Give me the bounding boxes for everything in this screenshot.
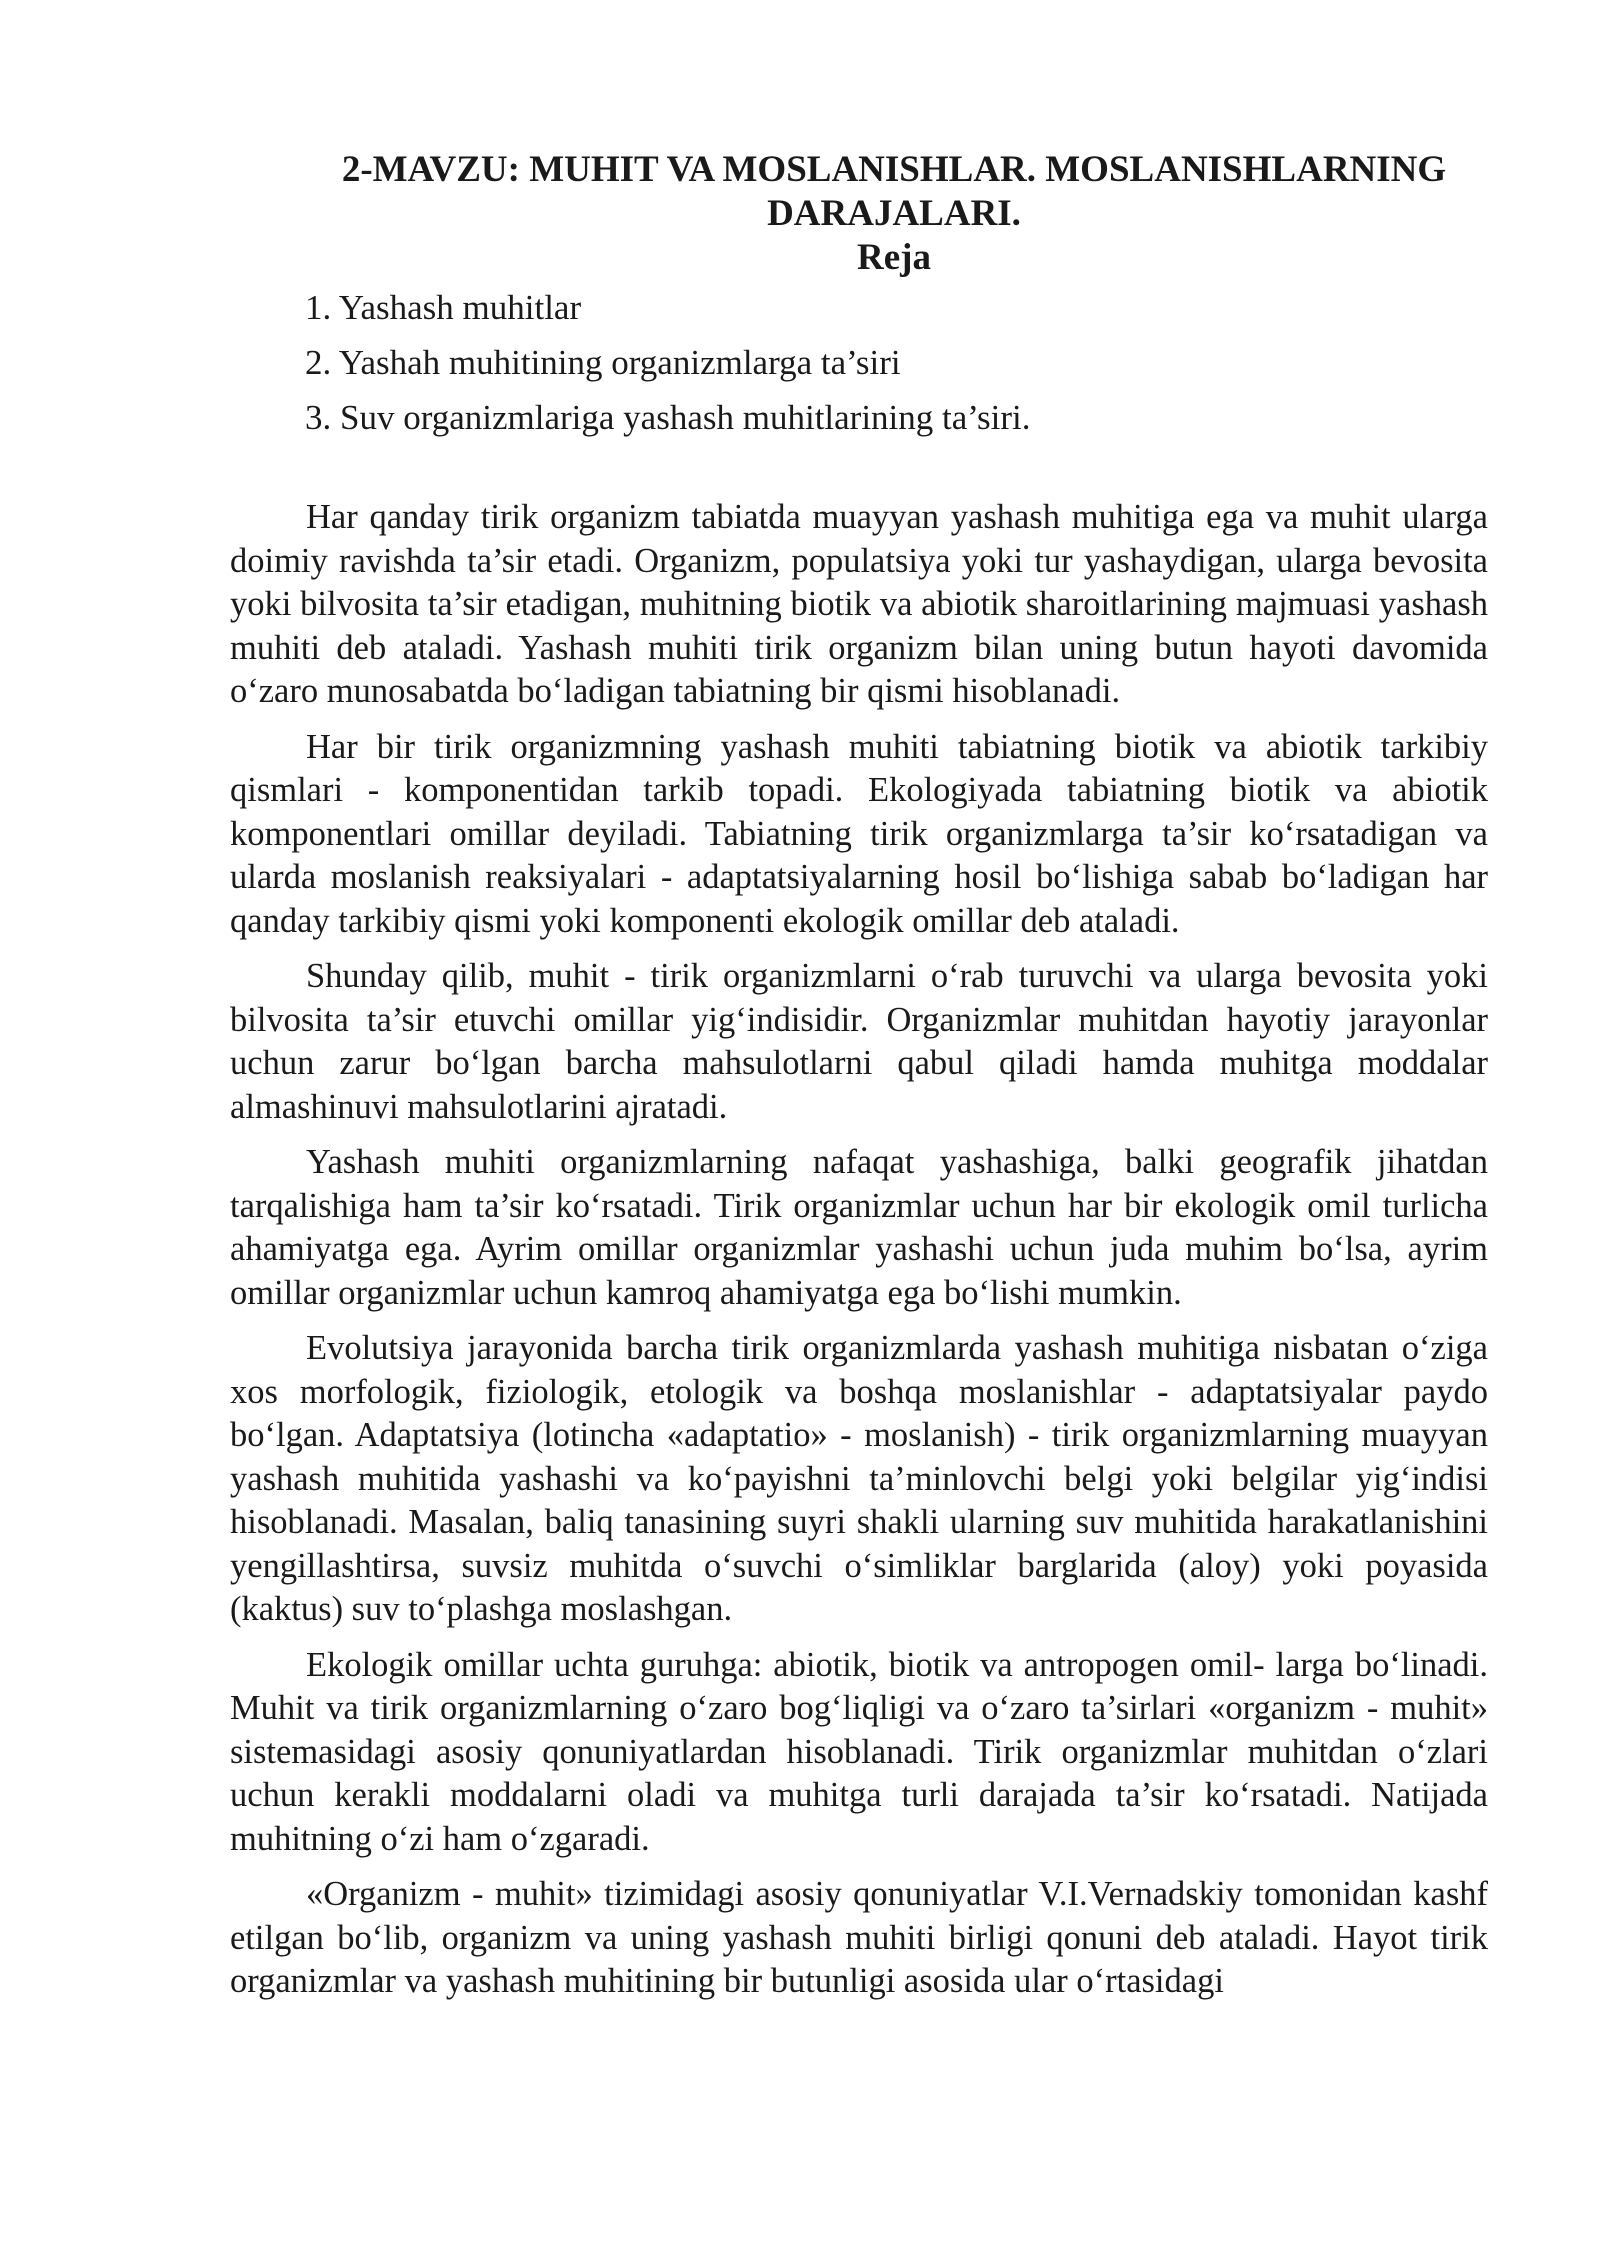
document-page xyxy=(230,148,1488,2016)
paragraph: Har bir tirik organizmning yashash muhiti tabiatning biotik va abiotik tarkibiy qismlari - komponentidan tarkib topadi. Ekologiyada tabiatning biotik va abiotik komponentlari omillar deyiladi. Tabiatning tirik organizmlarga ta’sir ko‘rsatadigan va ularda moslanish reaksiyalari - adaptatsiyalarning hosil bo‘lishiga sabab bo‘ladigan har qanday tarkibiy qismi yoki komponenti ekologik omillar deb ataladi. xyxy=(230,727,1488,940)
plan-item: 2. Yashah muhitining organizmlarga ta’siri xyxy=(305,343,901,382)
title-line-2: DARAJALARI. xyxy=(767,193,1021,234)
paragraph: «Organizm - muhit» tizimidagi asosiy qonuniyatlar V.I.Vernadskiy tomonidan kashf etilgan bo‘lib, organizm va uning yashash muhiti birligi qonuni deb ataladi. Hayot tirik organizmlar va yashash muhitining bir butunligi asosida ular o‘rtasidagi xyxy=(230,1875,1488,2000)
plan-list xyxy=(230,286,1488,440)
paragraph: Shunday qilib, muhit - tirik organizmlarni o‘rab turuvchi va ularga bevosita yoki bilvosita ta’sir etuvchi omillar yig‘indisidir. Organizmlar muhitdan hayotiy jarayonlar uchun zarur bo‘lgan barcha mahsulotlarni qabul qiladi hamda muhitga moddalar almashinuvi mahsulotlarini ajratadi. xyxy=(230,957,1488,1126)
paragraph: Evolutsiya jarayonida barcha tirik organizmlarda yashash muhitiga nisbatan o‘ziga xos morfologik, fiziologik, etologik va boshqa moslanishlar - adaptatsiyalar paydo bo‘lgan. Adaptatsiya (lotincha «adaptatio» - moslanish) - tirik organizmlarning muayyan yashash muhitida yashashi va ko‘payishni ta’minlovchi belgi yoki belgilar yig‘indisi hisoblanadi. Masalan, baliq tanasining suyri shakli ularning suv muhitida harakatlanishini yengillashtirsa, suvsiz muhitda o‘suvchi o‘simliklar barglarida (aloy) yoki poyasida (kaktus) suv to‘plashga moslashgan. xyxy=(230,1329,1488,1628)
title-line-1: 2-MAVZU: MUHIT VA MOSLANISHLAR. MOSLANISHLARNING xyxy=(341,149,1447,190)
plan-item: 1. Yashash muhitlar xyxy=(305,288,582,327)
page-title xyxy=(230,148,1488,236)
plan-item: 3. Suv organizmlariga yashash muhitlarining ta’siri. xyxy=(305,398,1031,437)
paragraph: Har qanday tirik organizm tabiatda muayyan yashash muhitiga ega va muhit ularga doimiy ravishda ta’sir etadi. Organizm, populatsiya yoki tur yashaydigan, ularga bevosita yoki bilvosita ta’sir etadigan, muhitning biotik va abiotik sharoitlarining majmuasi yashash muhiti deb ataladi. Yashash muhiti tirik organizm bilan uning butun hayoti davomida o‘zaro munosabatda bo‘ladigan tabiatning bir qismi hisoblanadi. xyxy=(230,498,1488,710)
body-text xyxy=(230,496,1488,2004)
paragraph: Yashash muhiti organizmlarning nafaqat yashashiga, balki geografik jihatdan tarqalishiga ham ta’sir ko‘rsatadi. Tirik organizmlar uchun har bir ekologik omil turlicha ahamiyatga ega. Ayrim omillar organizmlar yashashi uchun juda muhim bo‘lsa, ayrim omillar organizmlar uchun kamroq ahamiyatga ega bo‘lishi mumkin. xyxy=(230,1143,1488,1312)
paragraph: Ekologik omillar uchta guruhga: abiotik, biotik va antropogen omil- larga bo‘linadi. Muhit va tirik organizmlarning o‘zaro bog‘liqligi va o‘zaro ta’sirlari «organizm - muhit» sistemasidagi asosiy qonuniyatlardan hisoblanadi. Tirik organizmlar muhitdan o‘zlari uchun kerakli moddalarni oladi va muhitga turli darajada ta’sir ko‘rsatadi. Natijada muhitning o‘zi ham o‘zgaradi. xyxy=(230,1645,1488,1858)
plan-heading: Reja xyxy=(857,237,931,278)
